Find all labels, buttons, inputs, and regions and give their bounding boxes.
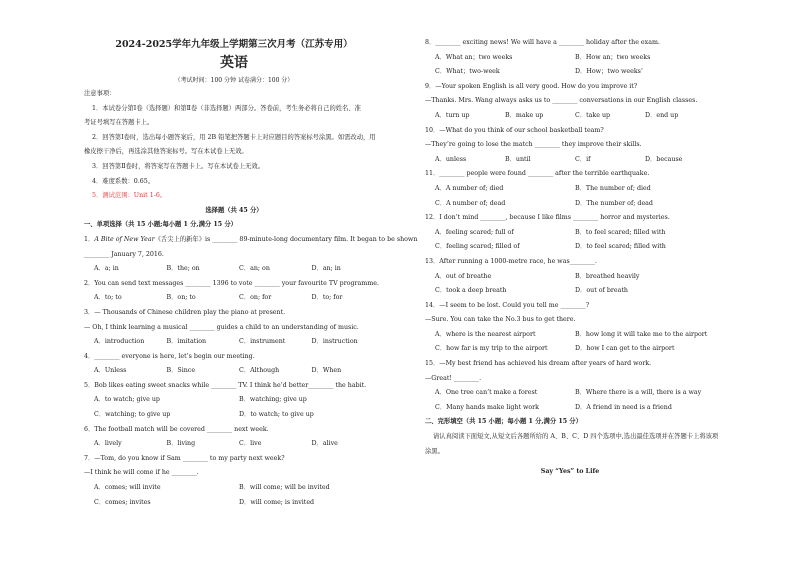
options-row bbox=[425, 65, 715, 80]
options-row bbox=[425, 109, 715, 124]
option-c: C．if bbox=[575, 155, 591, 163]
option-c: C．took a deep breath bbox=[435, 287, 507, 295]
option-c: C．feeling scared; filled of bbox=[435, 243, 520, 251]
options-row bbox=[425, 153, 715, 168]
options-row bbox=[84, 291, 384, 306]
option-c: C．Although bbox=[239, 367, 280, 375]
question-stem: — Oh, I think learning a musical ________ guides a child to an understanding of music. bbox=[84, 323, 359, 331]
option-c: C．comes; invites bbox=[94, 498, 151, 506]
option-d: D．alive bbox=[311, 440, 338, 448]
options-row bbox=[84, 496, 384, 511]
question-stem: 14．—I seem to be lost. Could you tell me ________? bbox=[425, 301, 590, 309]
part2-heading: 二、完形填空（共 15 小题；每小题 1 分,满分 15 分） bbox=[425, 418, 582, 426]
notice-line: 3．回答第Ⅱ卷时，将答案写在答题卡上。写在本试卷上无效。 bbox=[92, 162, 265, 170]
question-stem: 15．—My best friend has achieved his dream after years of hard work. bbox=[425, 360, 652, 368]
options-row bbox=[84, 335, 384, 350]
option-a: A．lively bbox=[94, 440, 122, 448]
option-d: D．because bbox=[645, 155, 683, 163]
options-row bbox=[425, 197, 715, 212]
option-b: B．will come; will be invited bbox=[239, 484, 330, 492]
option-d: D．will come; is invited bbox=[239, 498, 315, 506]
option-d: D．instruction bbox=[311, 338, 358, 346]
option-c: C．What；two-week bbox=[435, 68, 500, 76]
question-stem: 5．Bob likes eating sweet snacks while ________ TV. I think he’d better________ the habit. bbox=[84, 381, 367, 389]
option-a: A．to watch; give up bbox=[94, 396, 160, 404]
notice-line: 4．难度系数：0.65。 bbox=[92, 177, 155, 185]
option-c: C．A number of; dead bbox=[435, 199, 506, 207]
options-row bbox=[425, 240, 715, 255]
question-stem: 8．________ exciting news! We will have a ________ holiday after the exam. bbox=[425, 39, 660, 46]
option-b: B．imitation bbox=[166, 338, 207, 346]
passage-title: Say “Yes” to Life bbox=[540, 468, 600, 476]
option-b: B．breathed heavily bbox=[575, 272, 640, 280]
question-stem: 2．You can send text messages ________ 1396 to vote ________ your favourite TV programme. bbox=[84, 279, 379, 287]
part2-instructions: 涂黑。 bbox=[425, 447, 444, 455]
option-b: B．until bbox=[505, 155, 531, 163]
option-d: D．end up bbox=[645, 111, 679, 119]
option-c: C．on; for bbox=[239, 294, 272, 302]
option-d: D．to watch; to give up bbox=[239, 411, 314, 419]
option-d: D．to feel scared; filled with bbox=[575, 243, 666, 251]
option-a: A．turn up bbox=[435, 111, 470, 119]
question-stem: 7．—Tom, do you know if Sam ________ to my party next week? bbox=[84, 454, 285, 462]
notice-line: 2．回答第Ⅰ卷时，选出每小题答案后，用 2B 铅笔把答题卡上对应题目的答案标号涂黑。如需改动，用 bbox=[92, 133, 376, 141]
question-stem: 6．The football match will be covered ________ next week. bbox=[84, 425, 269, 433]
question-stem: —I think he will come if he ________. bbox=[84, 469, 199, 477]
exam-title: 2024-2025学年九年级上学期第三次月考（江苏专用） bbox=[115, 39, 353, 50]
question-stem: —Thanks. Mrs. Wang always asks us to ________ conversations in our English classes. bbox=[425, 97, 698, 105]
option-a: A．unless bbox=[435, 155, 467, 163]
question-stem: 12．I don’t mind ________, because I like films ________ horror and mysteries. bbox=[425, 214, 670, 222]
part1-heading: 一、单项选择（共 15 小题;每小题 1 分,满分 15 分） bbox=[84, 221, 237, 229]
option-b: B．how long it will take me to the airport bbox=[575, 330, 708, 338]
option-b: B．on; to bbox=[166, 294, 196, 302]
options-row bbox=[84, 437, 384, 452]
options-row bbox=[425, 182, 715, 197]
question-stem: 13．After running a 1000-metre race, he was________. bbox=[425, 257, 597, 265]
option-d: D．How；two weeks’ bbox=[575, 68, 643, 76]
option-c: C．an; on bbox=[239, 265, 270, 273]
option-b: B．How an；two weeks bbox=[575, 53, 651, 61]
option-d: D．to; for bbox=[311, 294, 343, 302]
question-stem-text: 《舌尖上的新年》is ________ 89-minute-long documentary film. It began to be shown bbox=[154, 235, 418, 243]
option-a: A．a; in bbox=[94, 265, 119, 273]
section-title: 选择题（共 45 分） bbox=[205, 206, 263, 214]
notice-line: 考证号填写在答题卡上。 bbox=[84, 119, 154, 127]
question-stem: 3．— Thousands of Chinese children play the piano at present. bbox=[84, 308, 286, 316]
option-a: A．comes; will invite bbox=[94, 484, 161, 492]
option-d: D．out of breath bbox=[575, 287, 628, 295]
option-d: D．how I can get to the airport bbox=[575, 345, 675, 353]
notice-line: 橡皮擦干净后，再选涂其他答案标号。写在本试卷上无效。 bbox=[84, 148, 248, 156]
option-a: A．where is the nearest airport bbox=[435, 330, 536, 338]
options-row bbox=[425, 386, 715, 401]
option-c: C．live bbox=[239, 440, 262, 448]
option-d: D．an; in bbox=[311, 265, 341, 273]
left-column bbox=[84, 36, 418, 510]
option-c: C．take up bbox=[575, 111, 611, 119]
question-stem: 4．________ everyone is here, let’s begin our meeting. bbox=[84, 352, 255, 360]
option-b: B．watching; give up bbox=[239, 396, 307, 404]
options-row bbox=[84, 481, 384, 496]
option-c: C．watching; to give up bbox=[94, 411, 171, 419]
option-c: C．instrument bbox=[239, 338, 286, 346]
question-stem: —Great! ________. bbox=[425, 374, 482, 382]
test-scope: 5．测试范围：Unit 1-6。 bbox=[92, 192, 167, 200]
option-b: B．living bbox=[166, 440, 196, 448]
subject-title: 英语 bbox=[220, 55, 248, 71]
option-a: A．A number of; died bbox=[435, 184, 504, 192]
options-row bbox=[84, 262, 384, 277]
options-row bbox=[425, 401, 715, 416]
question-stem: 10．—What do you think of our school basketball team? bbox=[425, 126, 604, 134]
option-c: C．how far is my trip to the airport bbox=[435, 345, 548, 353]
film-title: A Bite of New Year bbox=[94, 235, 155, 243]
options-row bbox=[425, 270, 715, 285]
options-row bbox=[84, 393, 384, 408]
part2-instructions: 请认真阅读下面短文,从短文后各题所给的 A、B、C、D 四个选项中,选出最佳选项并在答题卡上将该项 bbox=[433, 433, 719, 441]
option-a: A．out of breathe bbox=[435, 272, 492, 280]
option-b: B．The number of; died bbox=[575, 184, 651, 192]
option-c: C．Many hands make light work bbox=[435, 403, 539, 411]
question-stem: —Sure. You can take the No.3 bus to get there. bbox=[425, 316, 576, 324]
options-row bbox=[425, 226, 715, 241]
options-row bbox=[84, 408, 384, 423]
option-d: D．A friend in need is a friend bbox=[575, 403, 672, 411]
options-row bbox=[425, 342, 715, 357]
question-stem: 1．A Bite of New Year《舌尖上的新年》is ________ 89-minute-long documentary film. It began to be shown bbox=[84, 235, 418, 243]
options-row bbox=[425, 328, 715, 343]
option-b: B．Where there is a will, there is a way bbox=[575, 389, 702, 397]
option-b: B．make up bbox=[505, 111, 544, 119]
options-row bbox=[84, 364, 384, 379]
option-a: A．to; to bbox=[94, 294, 122, 302]
question-stem: 9．—Your spoken English is all very good. How do you improve it? bbox=[425, 82, 638, 90]
option-b: B．the; on bbox=[166, 265, 200, 273]
options-row bbox=[425, 51, 715, 66]
option-b: B．Since bbox=[166, 367, 196, 375]
option-a: A．Unless bbox=[94, 367, 127, 375]
option-b: B．to feel scared; filled with bbox=[575, 228, 666, 236]
option-a: A．What an；two weeks bbox=[435, 53, 513, 61]
options-row bbox=[425, 284, 715, 299]
notice-heading: 注意事项： bbox=[84, 90, 116, 97]
question-stem: ________ January 7, 2016. bbox=[84, 250, 164, 258]
exam-time: （考试时间：100 分钟 试卷满分：100 分） bbox=[174, 77, 294, 84]
option-a: A．feeling scared; full of bbox=[435, 228, 514, 236]
question-stem: 11．________ people were found ________ after the terrible earthquake. bbox=[425, 170, 650, 178]
option-d: D．The number of; dead bbox=[575, 199, 653, 207]
option-a: A．One tree can’t make a forest bbox=[435, 389, 538, 397]
right-column bbox=[425, 36, 719, 480]
option-d: D．When bbox=[311, 367, 342, 375]
option-a: A．introduction bbox=[94, 338, 145, 346]
notice-line: 1．本试卷分第Ⅰ卷（选择题）和第Ⅱ卷（非选择题）两部分。答卷前，考生务必将自己的姓名、准 bbox=[92, 104, 361, 112]
question-stem: —They’re going to lose the match ________ they improve their skills. bbox=[425, 141, 642, 149]
